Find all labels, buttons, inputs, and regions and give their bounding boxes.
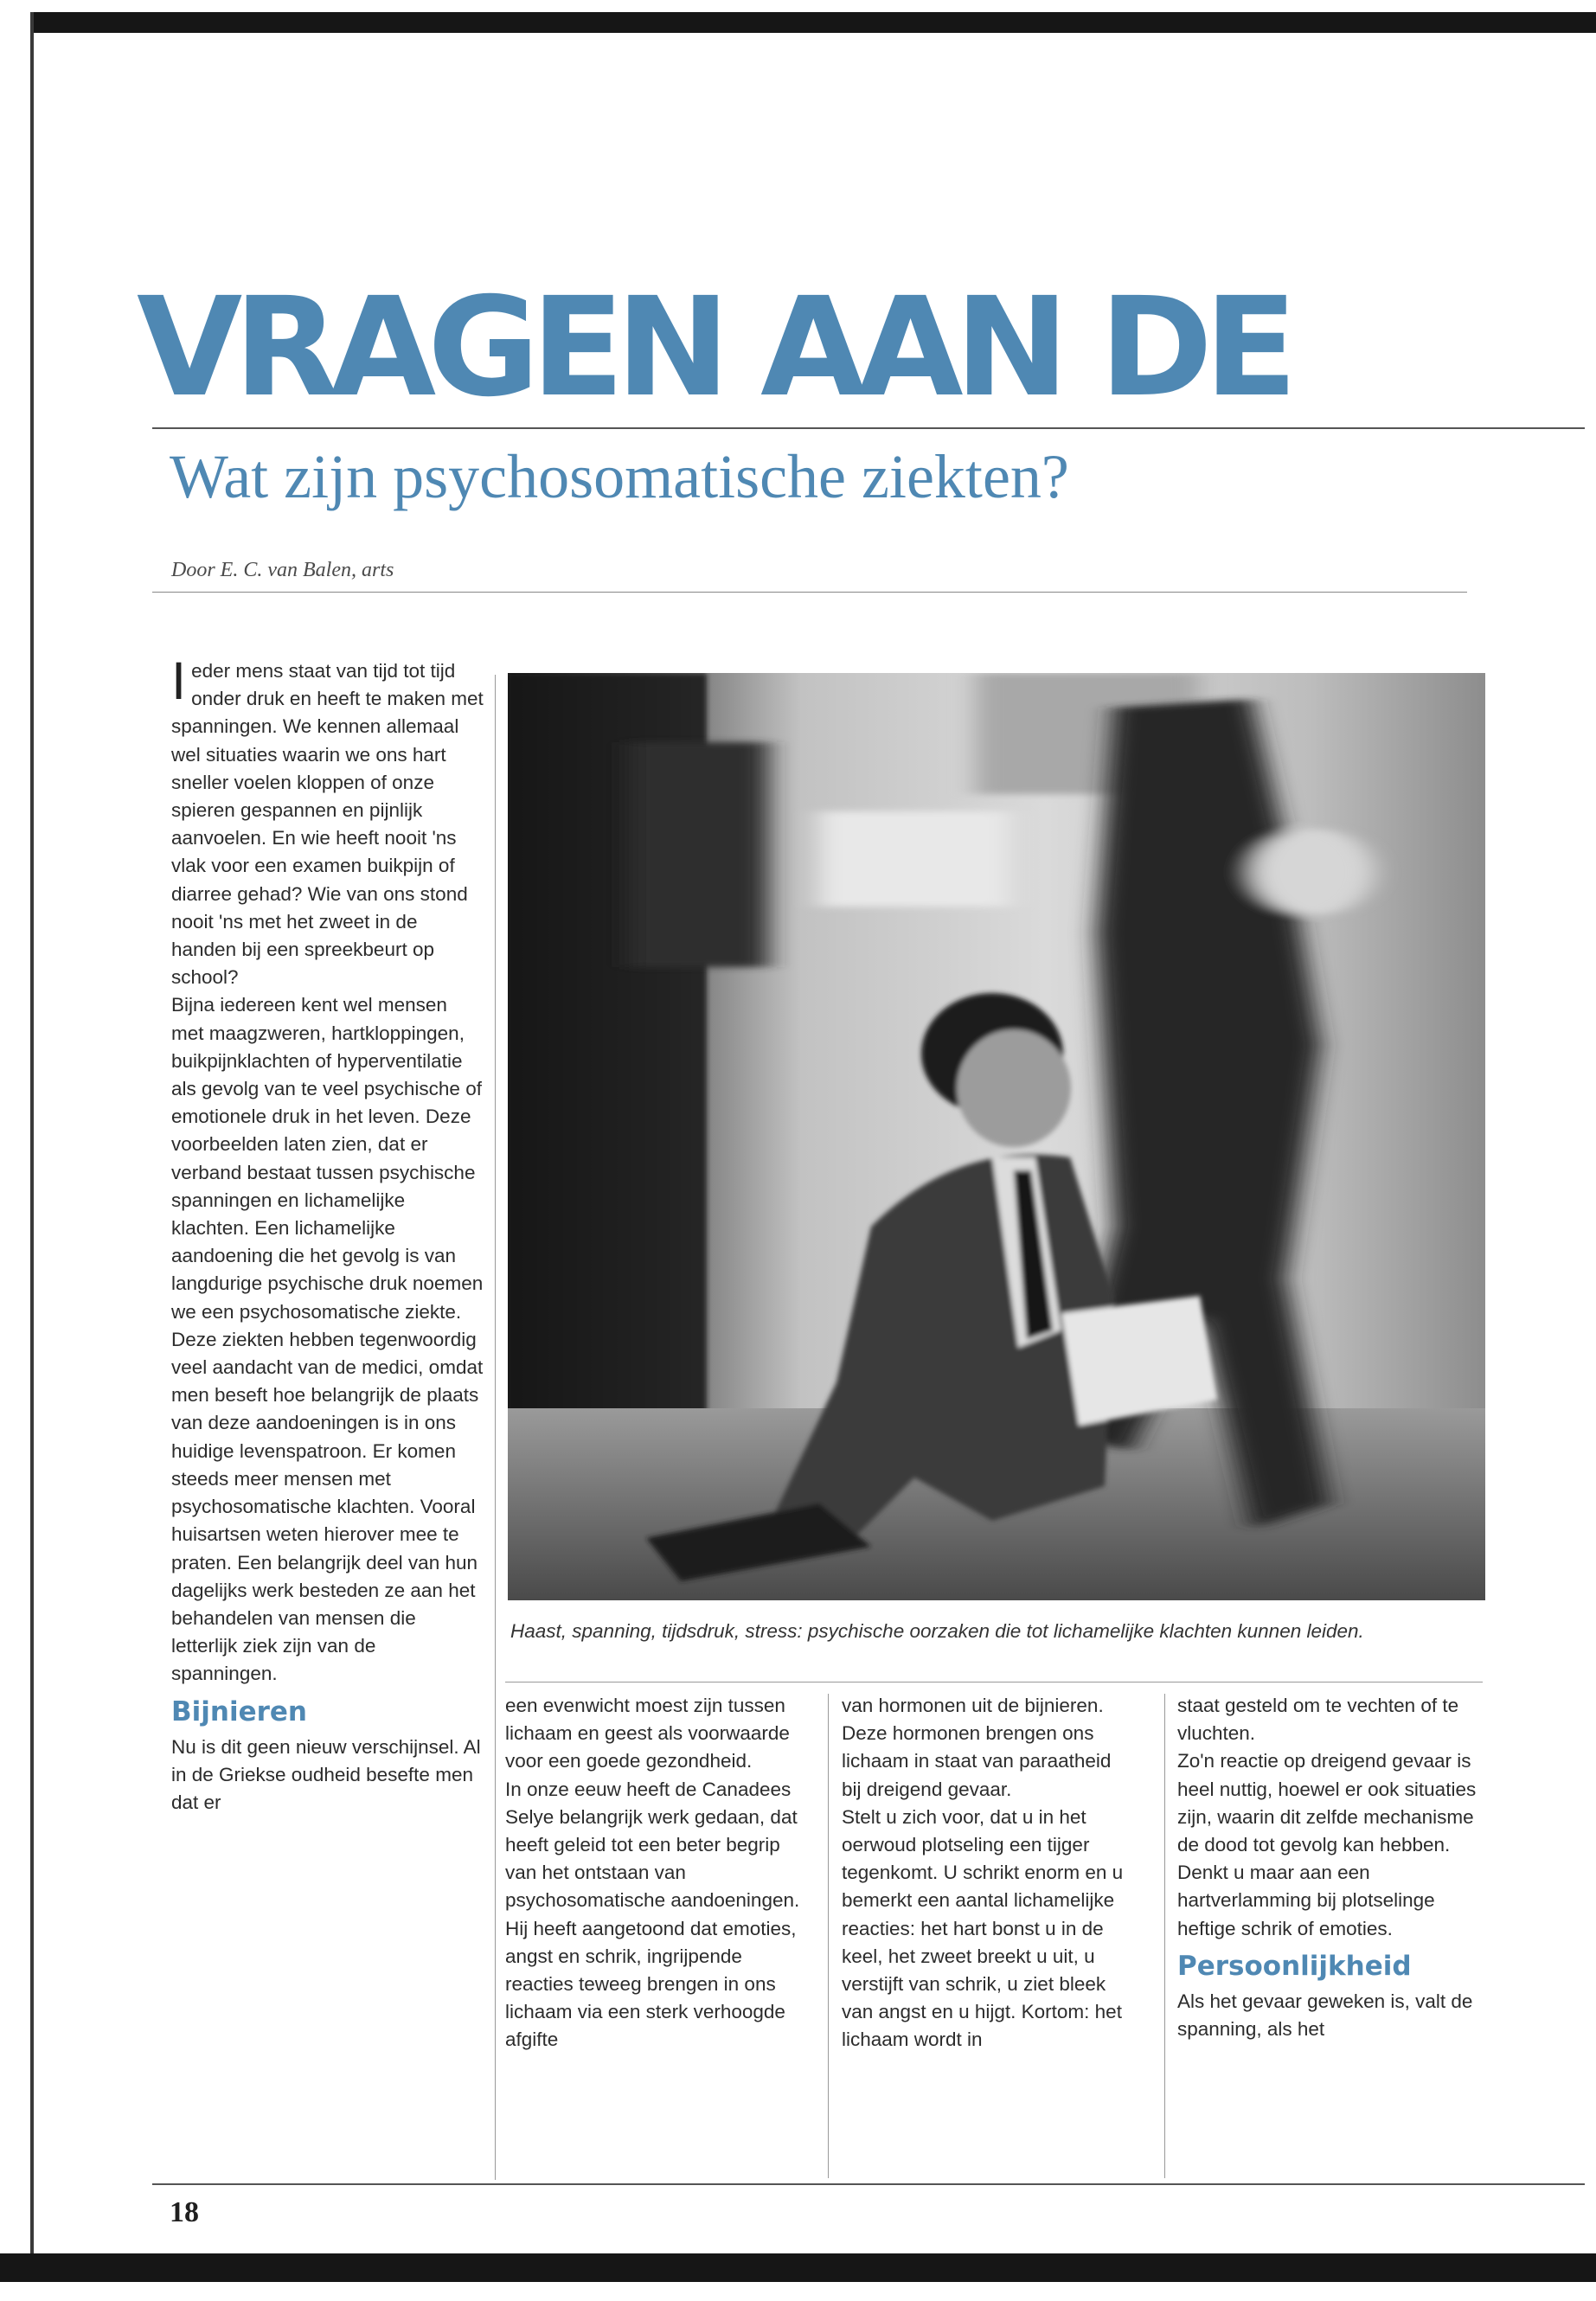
paragraph	[171, 652, 484, 991]
paragraph: In onze eeuw heeft de Canadees Selye belangrijk werk gedaan, dat heeft geleid tot een beter begrip van het ontstaan van psychosomatische aandoeningen. Hij heeft aangetoond dat emoties, angst en schrik, ingrijpende reacties teweeg brengen in ons lichaam via een sterk verhoogde afgifte	[505, 1778, 800, 2051]
drop-cap: I	[171, 652, 187, 711]
byline-rule	[152, 592, 1467, 593]
column-separator	[1164, 1694, 1165, 2178]
paragraph: Bijna iedereen kent wel mensen met maagzweren, hartkloppingen, buikpijnklachten of hyperventilatie als gevolg van te veel psychische of emotionele druk in het leven. Deze voorbeelden laten zien, dat er verband bestaat tussen psychische spanningen en lichamelijke klachten. Een lichamelijke aandoening die het gevolg is van langdurige psychische druk noemen we een psychosomatische ziekte.	[171, 994, 484, 1323]
paragraph: Als het gevaar geweken is, valt de spanning, als het	[1177, 1990, 1473, 2041]
column-separator	[828, 1694, 829, 2178]
paragraph: Zo'n reactie op dreigend gevaar is heel nuttig, hoewel er ook situaties zijn, waarin dit zelfde mechanisme de dood tot gevolg kan hebben. Denkt u maar aan een hartverlamming bij plotselinge heftige schrik of emoties.	[1177, 1750, 1477, 1939]
byline: Door E. C. van Balen, arts	[171, 559, 394, 581]
text-column-4	[1177, 1692, 1497, 2043]
footer-rule	[152, 2183, 1585, 2185]
paragraph: Stelt u zich voor, dat u in het oerwoud plotseling een tijger tegenkomt. U schrikt enorm en u bemerkt een aantal lichamelijke reacties: het hart bonst u in de keel, het zweet breekt u uit, u verstijft van schrik, u ziet bleek van angst en u hijgt. Kortom: het lichaam wordt in	[842, 1805, 1124, 2051]
paragraph: staat gesteld om te vechten of te vluchten.	[1177, 1695, 1459, 1745]
scan-left-edge	[30, 12, 34, 2282]
paragraph: Deze ziekten hebben tegenwoordig veel aandacht van de medici, omdat men beseft hoe belangrijk de plaats van deze aandoeningen is in ons huidige levenspatroon. Er komen steeds meer mensen met psychosomatische klachten. Vooral huisartsen weten hierover mee te praten. Een belangrijk deel van hun dagelijks werk besteden ze aan het behandelen van mensen die letterlijk ziek zijn van de spanningen.	[171, 1328, 484, 1685]
intro-text: eder mens staat van tijd tot tijd onder druk en heeft te maken met spanningen. We kennen allemaal wel situaties waarin we ons hart sneller voelen kloppen of onze spieren gespannen en pijnlijk aanvoelen. En wie heeft nooit 'ns vlak voor een examen buikpijn of diarree gehad? Wie van ons stond nooit 'ns met het zweet in de handen bij een spreekbeurt op school?	[171, 660, 484, 989]
paragraph: Nu is dit geen nieuw verschijnsel. Al in de Griekse oudheid besefte men dat er	[171, 1735, 481, 1813]
column-separator	[495, 675, 496, 2180]
paragraph: van hormonen uit de bijnieren. Deze hormonen brengen ons lichaam in staat van paraatheid bij dreigend gevaar.	[842, 1695, 1112, 1800]
section-heading-persoonlijkheid: Persoonlijkheid	[1177, 1950, 1412, 1982]
scan-bottom-border	[0, 2253, 1596, 2282]
headline-rule	[152, 427, 1585, 429]
text-column-2	[505, 1692, 808, 2054]
photo-businessman-rushing	[508, 673, 1485, 1600]
text-column-3	[842, 1692, 1136, 2054]
page-number: 18	[170, 2196, 199, 2228]
article-title: Wat zijn psychosomatische ziekten?	[170, 442, 1069, 511]
text-column-1	[171, 652, 484, 1817]
photo-caption: Haast, spanning, tijdsdruk, stress: psychische oorzaken die tot lichamelijke klachten kunnen leiden.	[510, 1620, 1364, 1642]
scan-top-border	[30, 12, 1596, 33]
section-heading-bijnieren: Bijnieren	[171, 1695, 307, 1727]
paragraph: een evenwicht moest zijn tussen lichaam en geest als voorwaarde voor een goede gezondheid.	[505, 1695, 790, 1772]
article-photo	[508, 673, 1485, 1600]
headline: VRAGEN AAN DE	[137, 268, 1289, 427]
